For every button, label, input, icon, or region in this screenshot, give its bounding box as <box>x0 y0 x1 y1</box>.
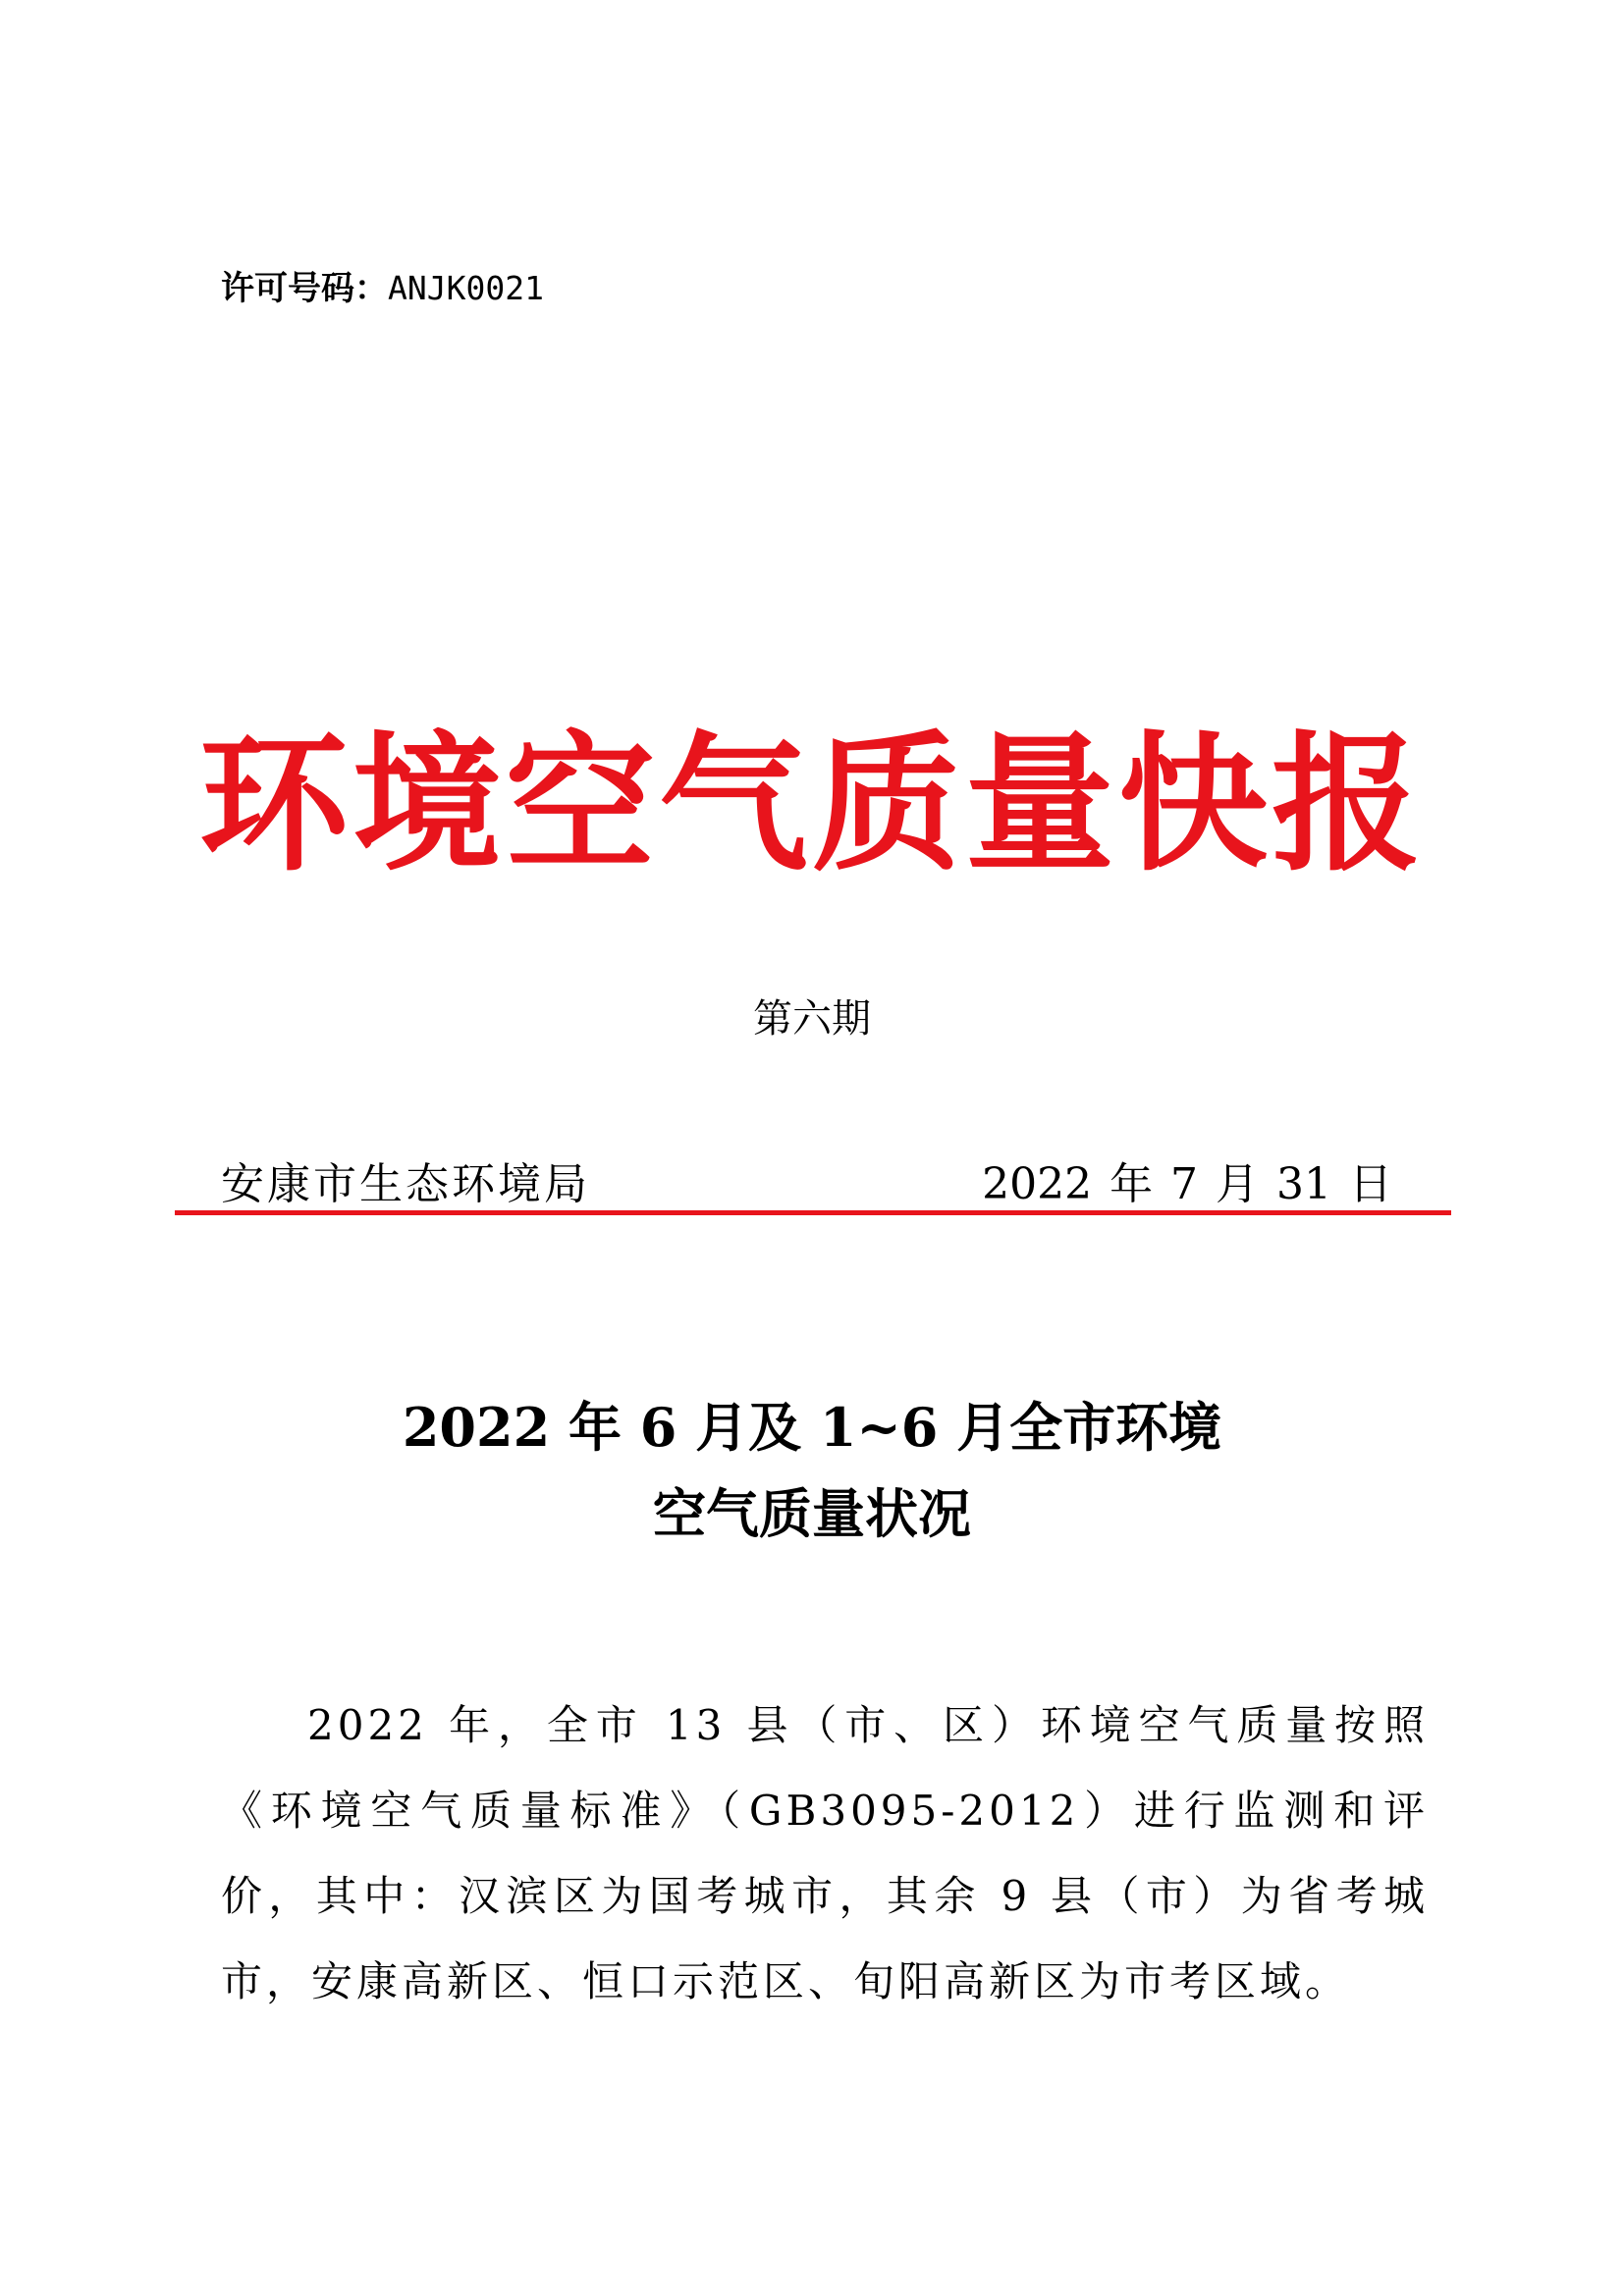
permit-label: 许可号码： <box>221 269 388 308</box>
issue-number: 第六期 <box>753 996 871 1041</box>
red-divider <box>175 1210 1451 1215</box>
permit-code: ANJK0021 <box>388 269 544 307</box>
masthead-title: 环境空气质量快报 <box>199 716 1425 891</box>
permit-number <box>221 261 544 309</box>
body-paragraph: 2022 年，全市 13 县（市、区）环境空气质量按照《环境空气质量标准》（GB3095-2012）进行监测和评价，其中：汉滨区为国考城市，其余 9 县（市）为省考城市，安康高新区、恒口示范区、旬阳高新区为市考区域。 <box>221 1701 1429 2005</box>
document-title <box>0 1384 1624 1557</box>
document-title-line-1: 2022 年 6 月及 1~6 月全市环境 <box>402 1396 1222 1459</box>
document-title-line-2: 空气质量状况 <box>653 1482 971 1545</box>
issuer-name: 安康市生态环境局 <box>221 1159 590 1209</box>
issue-date: 2022 年 7 月 31 日 <box>982 1159 1392 1209</box>
